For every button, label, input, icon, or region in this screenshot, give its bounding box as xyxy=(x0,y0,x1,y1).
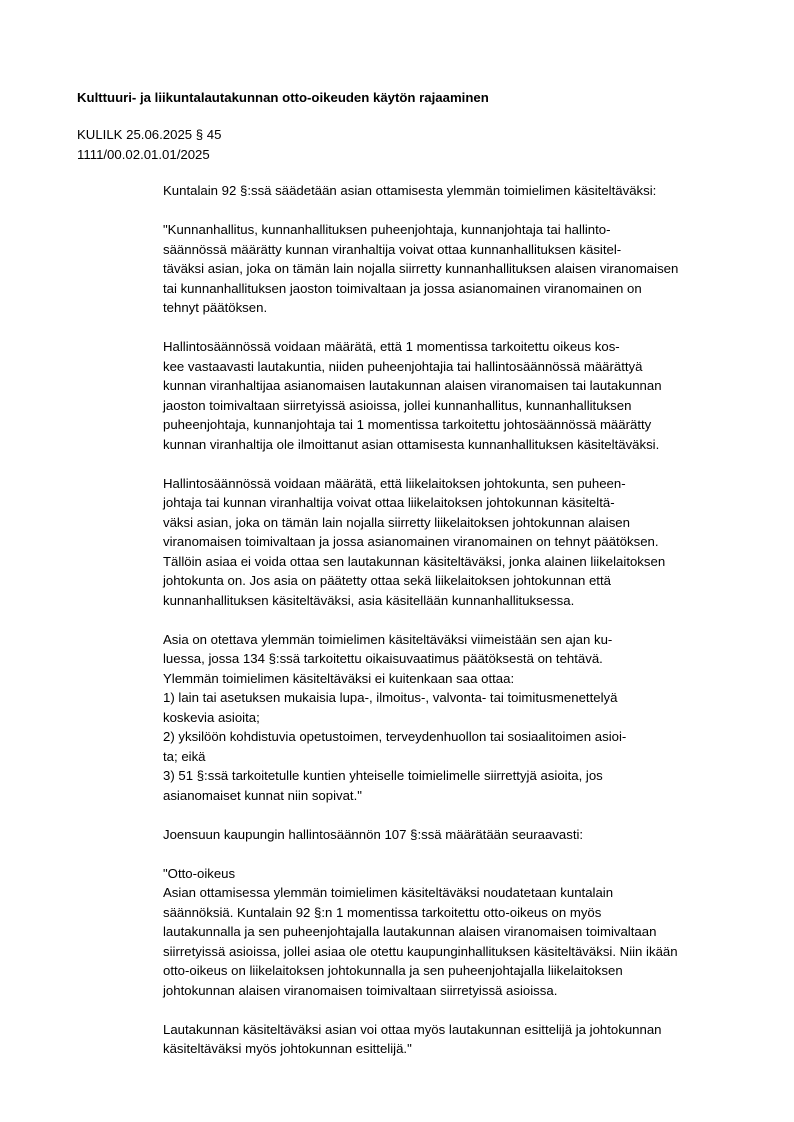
text-line: väksi asian, joka on tämän lain nojalla siirretty liikelaitoksen johtokunnan alaisen xyxy=(163,514,630,530)
text-line: Asia on otettava ylemmän toimielimen käsiteltäväksi viimeistään sen ajan ku- xyxy=(163,631,613,647)
text-line: Joensuun kaupungin hallintosäännön 107 §:ssä määrätään seuraavasti: xyxy=(163,826,584,842)
paragraph xyxy=(163,825,763,845)
text-line: Ylemmän toimielimen käsiteltäväksi ei kuitenkaan saa ottaa: xyxy=(163,670,515,686)
text-line: 2) yksilöön kohdistuvia opetustoimen, terveydenhuollon tai sosiaalitoimen asioi- xyxy=(163,729,627,744)
text-line: tai kunnanhallituksen jaoston toimivaltaan ja jossa asianomainen viranomainen on xyxy=(163,280,642,296)
text-line: Hallintosäännössä voidaan määrätä, että 1 momentissa tarkoitettu oikeus kos- xyxy=(163,339,620,354)
document-title: Kulttuuri- ja liikuntalautakunnan otto-oikeuden käytön rajaaminen xyxy=(77,90,489,105)
text-line: kunnanhallituksen käsiteltäväksi, asia käsitellään kunnanhallituksessa. xyxy=(163,592,575,608)
text-line: otto-oikeus on liikelaitoksen johtokunnalla ja sen puheenjohtajalla liikelaitoksen xyxy=(163,963,623,978)
paragraph xyxy=(163,474,763,611)
text-line: ta; eikä xyxy=(163,748,206,764)
text-line: säännöksiä. Kuntalain 92 §:n 1 momentissa tarkoitettu otto-oikeus on myös xyxy=(163,904,602,920)
text-line: kunnan viranhaltija ole ilmoittanut asian ottamisesta kunnanhallituksen käsiteltäväksi. xyxy=(163,436,660,452)
text-line: siirretyissä asioissa, jollei asiaa ole otettu kaupunginhallituksen käsiteltäväksi. Niin ikään xyxy=(163,943,678,959)
text-line: käsiteltäväksi myös johtokunnan esittelijä." xyxy=(163,1041,412,1056)
text-line: koskevia asioita; xyxy=(163,709,260,725)
document-meta xyxy=(77,125,221,164)
text-line: Tällöin asiaa ei voida ottaa sen lautakunnan käsiteltäväksi, jonka alainen liikelaitoksen xyxy=(163,553,666,569)
text-line: kee vastaavasti lautakuntia, niiden puheenjohtajia tai hallintosäännössä määrättyä xyxy=(163,358,643,374)
paragraph xyxy=(163,630,763,806)
text-line: viranomaisen toimivaltaan ja jossa asianomainen viranomainen on tehnyt päätöksen. xyxy=(163,534,659,549)
text-line: 1) lain tai asetuksen mukaisia lupa-, ilmoitus-, valvonta- tai toimitusmenettelyä xyxy=(163,690,618,705)
text-line: Hallintosäännössä voidaan määrätä, että liikelaitoksen johtokunta, sen puheen- xyxy=(163,475,626,491)
text-line: jaoston toimivaltaan siirretyissä asioissa, jollei kunnanhallitus, kunnanhallituksen xyxy=(163,397,632,413)
text-line: tehnyt päätöksen. xyxy=(163,300,268,315)
text-line: täväksi asian, joka on tämän lain nojalla siirretty kunnanhallituksen alaisen viranomaisen xyxy=(163,261,679,276)
record-number: 1111/00.02.01.01/2025 xyxy=(77,146,210,162)
text-line: luessa, jossa 134 §:ssä tarkoitettu oikaisuvaatimus päätöksestä on tehtävä. xyxy=(163,651,603,666)
paragraph xyxy=(163,181,763,201)
text-line: johtokunta on. Jos asia on päätetty ottaa sekä liikelaitoksen johtokunnan että xyxy=(163,573,611,588)
text-line: kunnan viranhaltijaa asianomaisen lautakunnan alaisen viranomaisen tai lautakunnan xyxy=(163,378,662,393)
text-line: johtokunnan alaisen viranomaisen toimivaltaan siirretyissä asioissa. xyxy=(163,982,558,998)
text-line: Lautakunnan käsiteltäväksi asian voi ottaa myös lautakunnan esittelijä ja johtokunnan xyxy=(163,1021,662,1037)
text-line: "Otto-oikeus xyxy=(163,865,236,881)
text-line: Asian ottamisessa ylemmän toimielimen käsiteltäväksi noudatetaan kuntalain xyxy=(163,885,614,900)
paragraph xyxy=(163,864,763,1001)
paragraph xyxy=(163,337,763,454)
text-line: "Kunnanhallitus, kunnanhallituksen puheenjohtaja, kunnanjohtaja tai hallinto- xyxy=(163,222,611,237)
text-line: asianomaiset kunnat niin sopivat." xyxy=(163,787,362,803)
text-line: Kuntalain 92 §:ssä säädetään asian ottamisesta ylemmän toimielimen käsiteltäväksi: xyxy=(163,183,657,198)
paragraph xyxy=(163,1020,763,1059)
paragraph xyxy=(163,220,763,318)
text-line: 3) 51 §:ssä tarkoitetulle kuntien yhteiselle toimielimelle siirrettyjä asioita, jos xyxy=(163,768,603,783)
text-line: lautakunnalla ja sen puheenjohtajalla lautakunnan alaisen viranomaisen toimivaltaan xyxy=(163,924,657,939)
text-line: puheenjohtaja, kunnanjohtaja tai 1 momentissa tarkoitettu johtosäännössä määrätty xyxy=(163,417,652,432)
text-line: säännössä määrätty kunnan viranhaltija voivat ottaa kunnanhallituksen käsitel- xyxy=(163,241,622,257)
meeting-reference: KULILK 25.06.2025 § 45 xyxy=(77,127,222,142)
document-body xyxy=(163,181,763,1078)
text-line: johtaja tai kunnan viranhaltija voivat ottaa liikelaitoksen johtokunnan käsiteltä- xyxy=(163,495,615,510)
